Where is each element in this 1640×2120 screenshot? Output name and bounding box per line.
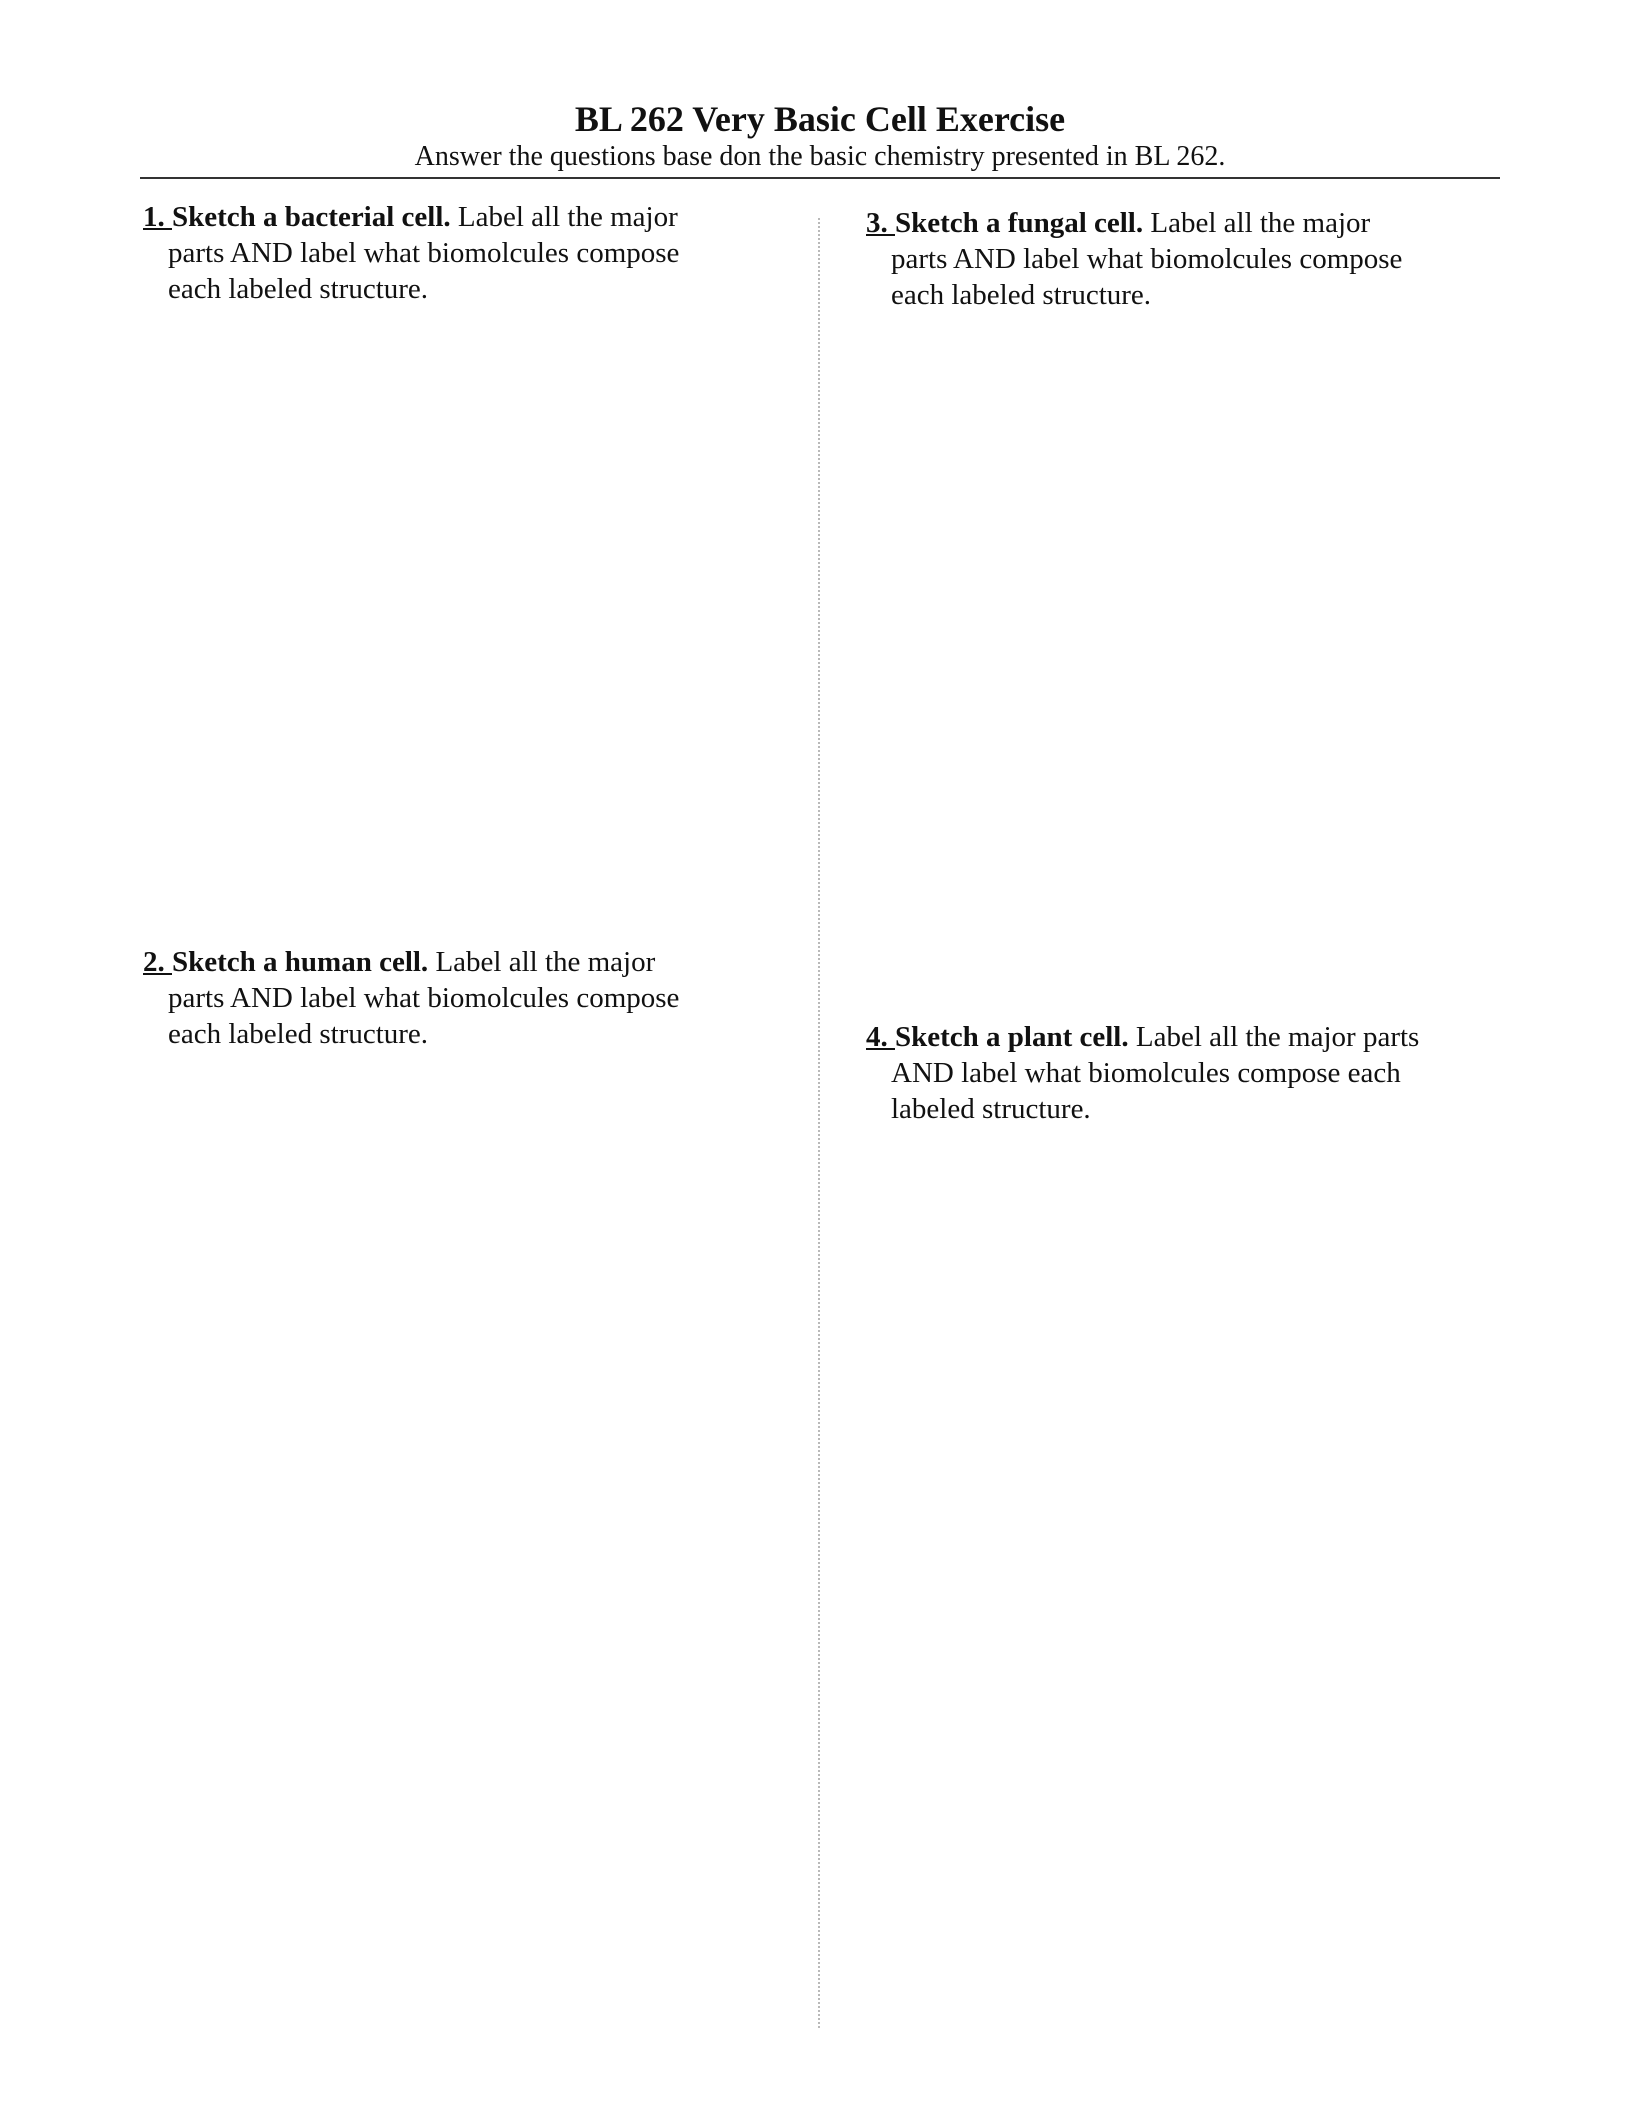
question-2-text-1: Label all the major	[428, 946, 656, 978]
question-1-text-2: parts AND label what biomolcules compose	[168, 237, 680, 269]
question-1-prompt: Sketch a bacterial cell.	[172, 201, 451, 233]
question-2-text-3: each labeled structure.	[168, 1018, 429, 1050]
question-2	[143, 944, 679, 1052]
page-subtitle: Answer the questions base don the basic chemistry presented in BL 262.	[414, 141, 1226, 172]
question-3-text-1: Label all the major	[1143, 207, 1371, 239]
question-2-first-line	[143, 944, 679, 980]
question-1-first-line	[143, 199, 679, 235]
question-1-number: 1.	[143, 201, 172, 233]
question-4-first-line	[866, 1019, 1419, 1055]
question-3-number: 3.	[866, 207, 895, 239]
worksheet-header	[0, 98, 1640, 174]
question-1-text-1: Label all the major	[450, 201, 678, 233]
question-2-number: 2.	[143, 946, 172, 978]
page-title: BL 262 Very Basic Cell Exercise	[574, 99, 1066, 139]
question-4-text-1: Label all the major parts	[1128, 1021, 1420, 1053]
header-rule	[140, 177, 1500, 179]
question-2-text-2: parts AND label what biomolcules compose	[168, 982, 680, 1014]
question-1-text-3: each labeled structure.	[168, 273, 429, 305]
question-1	[143, 199, 679, 307]
question-3-first-line	[866, 205, 1402, 241]
question-4-text-2: AND label what biomolcules compose each	[891, 1057, 1401, 1089]
question-3-text-2: parts AND label what biomolcules compose	[891, 243, 1403, 275]
question-4	[866, 1019, 1419, 1127]
question-3-text-3: each labeled structure.	[891, 279, 1152, 311]
question-4-number: 4.	[866, 1021, 895, 1053]
question-3	[866, 205, 1402, 313]
question-4-prompt: Sketch a plant cell.	[895, 1021, 1129, 1053]
question-2-prompt: Sketch a human cell.	[172, 946, 429, 978]
question-4-text-3: labeled structure.	[891, 1093, 1091, 1125]
question-3-prompt: Sketch a fungal cell.	[895, 207, 1144, 239]
column-divider	[818, 218, 820, 2028]
